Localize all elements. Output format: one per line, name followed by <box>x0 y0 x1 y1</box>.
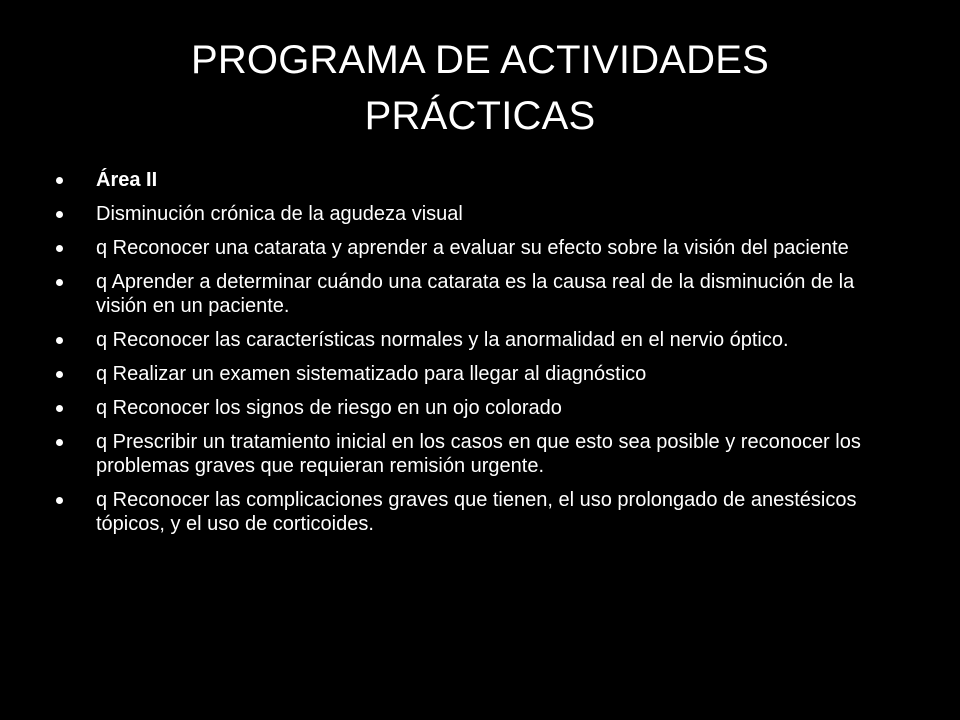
list-item-text: q Realizar un examen sistematizado para llegar al diagnóstico <box>96 363 647 385</box>
list-item-text: q Aprender a determinar cuándo una catarata es la causa real de la disminución de la visión en un paciente. <box>96 271 855 317</box>
list-item <box>56 430 896 478</box>
bullet-list <box>56 168 896 546</box>
list-item-area <box>56 168 896 192</box>
list-item-text: Área II <box>96 169 158 191</box>
list-item <box>56 396 896 420</box>
list-item-text: q Reconocer las complicaciones graves que tienen, el uso prolongado de anestésicos tópicos, y el uso de corticoides. <box>96 489 857 535</box>
list-item-text: q Reconocer los signos de riesgo en un ojo colorado <box>96 397 562 419</box>
list-item <box>56 362 896 386</box>
bullet-icon <box>56 439 63 446</box>
bullet-icon <box>56 405 63 412</box>
list-item <box>56 488 896 536</box>
bullet-icon <box>56 337 63 344</box>
slide-title-line-2: PRÁCTICAS <box>364 94 596 138</box>
bullet-icon <box>56 497 63 504</box>
bullet-icon <box>56 177 63 184</box>
list-item-text: q Reconocer una catarata y aprender a evaluar su efecto sobre la visión del paciente <box>96 237 849 259</box>
list-item <box>56 328 896 352</box>
list-item <box>56 236 896 260</box>
slide-title-line-1: PROGRAMA DE ACTIVIDADES <box>190 38 770 82</box>
list-item <box>56 202 896 226</box>
bullet-icon <box>56 245 63 252</box>
list-item-text: q Prescribir un tratamiento inicial en los casos en que esto sea posible y reconocer los problemas graves que requieran remisión urgente. <box>96 431 861 477</box>
list-item <box>56 270 896 318</box>
list-item-text: Disminución crónica de la agudeza visual <box>96 203 463 225</box>
slide-title <box>48 32 912 144</box>
list-item-text: q Reconocer las características normales y la anormalidad en el nervio óptico. <box>96 329 789 351</box>
bullet-icon <box>56 279 63 286</box>
bullet-icon <box>56 371 63 378</box>
bullet-icon <box>56 211 63 218</box>
